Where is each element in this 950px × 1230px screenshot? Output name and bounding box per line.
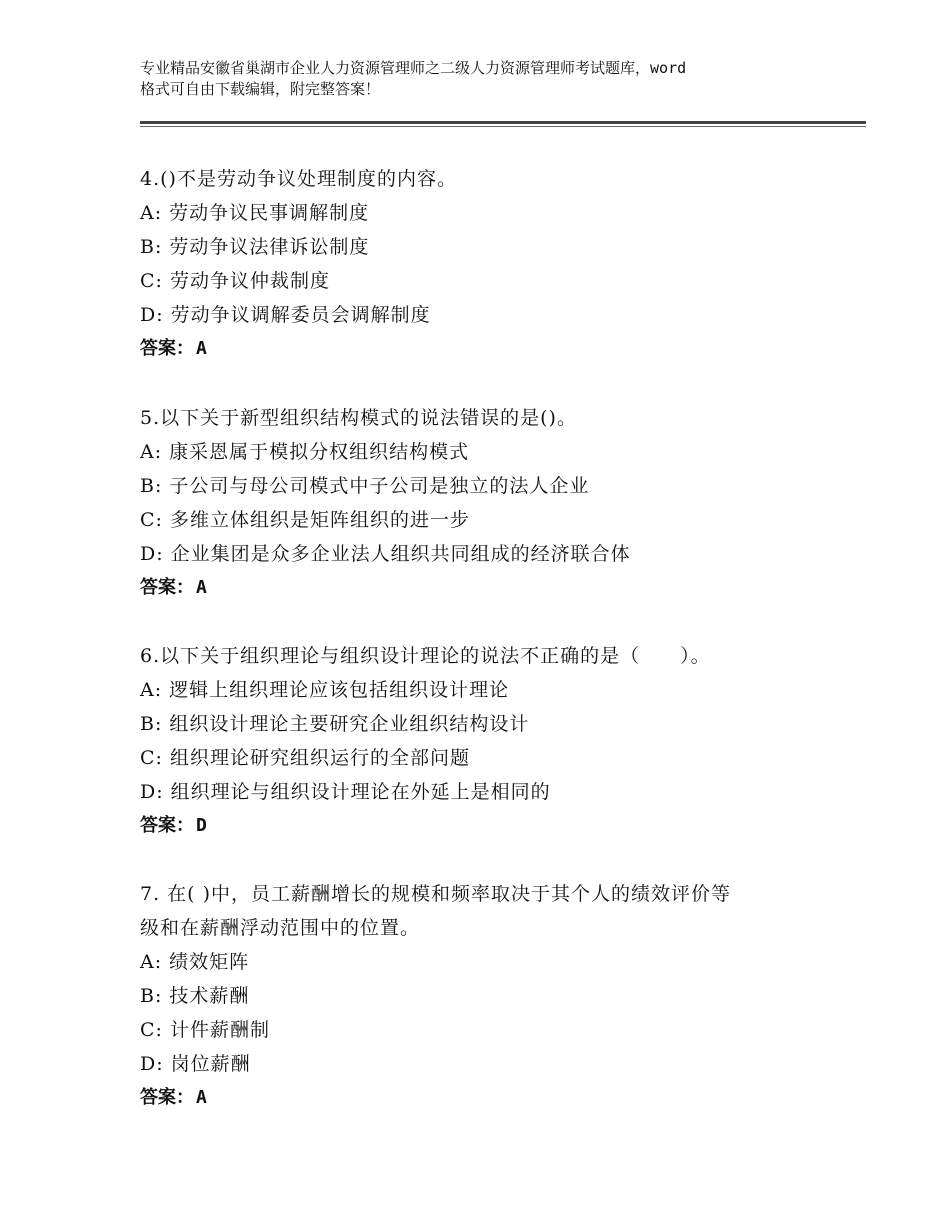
option-b: B: 子公司与母公司模式中子公司是独立的法人企业 [140,475,590,497]
answer-value: A [196,1087,207,1108]
header-title-line-2: 格式可自由下载编辑，附完整答案！ [140,80,381,98]
option-c: C: 计件薪酬制 [140,1019,270,1041]
option-c: C: 劳动争议仲裁制度 [140,270,330,292]
question-stem-line-2: 级和在薪酬浮动范围中的位置。 [140,917,421,939]
answer-line [140,332,840,366]
option-d: D: 企业集团是众多企业法人组织共同组成的经济联合体 [140,543,631,565]
answer-line [140,809,840,843]
question-stem-line-1: 7. 在( )中，员工薪酬增长的规模和频率取决于其个人的绩效评价等 [140,883,732,905]
answer-line [140,1081,840,1115]
option-a: A: 绩效矩阵 [140,951,250,973]
option-b: B: 技术薪酬 [140,985,250,1007]
answer-line [140,571,840,605]
question-5 [140,401,840,605]
option-a: A: 逻辑上组织理论应该包括组织设计理论 [140,679,510,701]
option-c: C: 组织理论研究组织运行的全部问题 [140,747,470,769]
answer-value: A [196,577,207,598]
option-b: B: 组织设计理论主要研究企业组织结构设计 [140,713,530,735]
option-b: B: 劳动争议法律诉讼制度 [140,236,370,258]
option-c: C: 多维立体组织是矩阵组织的进一步 [140,509,470,531]
option-d: D: 组织理论与组织设计理论在外延上是相同的 [140,781,551,803]
header-divider-thin [140,126,866,127]
answer-label: 答案： [140,338,194,359]
answer-value: A [196,338,207,359]
answer-label: 答案： [140,815,194,836]
option-a: A: 康采恩属于模拟分权组织结构模式 [140,441,470,463]
option-d: D: 劳动争议调解委员会调解制度 [140,304,431,326]
option-d: D: 岗位薪酬 [140,1053,251,1075]
question-4 [140,162,840,366]
answer-label: 答案： [140,1087,194,1108]
question-7 [140,877,840,1115]
header-title-line-1: 专业精品安徽省巢湖市企业人力资源管理师之二级人力资源管理师考试题库，word [140,59,687,77]
header-divider [140,121,866,124]
answer-value: D [196,815,207,836]
option-a: A: 劳动争议民事调解制度 [140,202,370,224]
question-stem: 5.以下关于新型组织结构模式的说法错误的是()。 [140,407,577,429]
answer-label: 答案： [140,577,194,598]
question-stem: 4.()不是劳动争议处理制度的内容。 [140,168,457,190]
document-header [140,58,840,100]
question-stem: 6.以下关于组织理论与组织设计理论的说法不正确的是（ ）。 [140,645,711,667]
question-6 [140,639,840,843]
